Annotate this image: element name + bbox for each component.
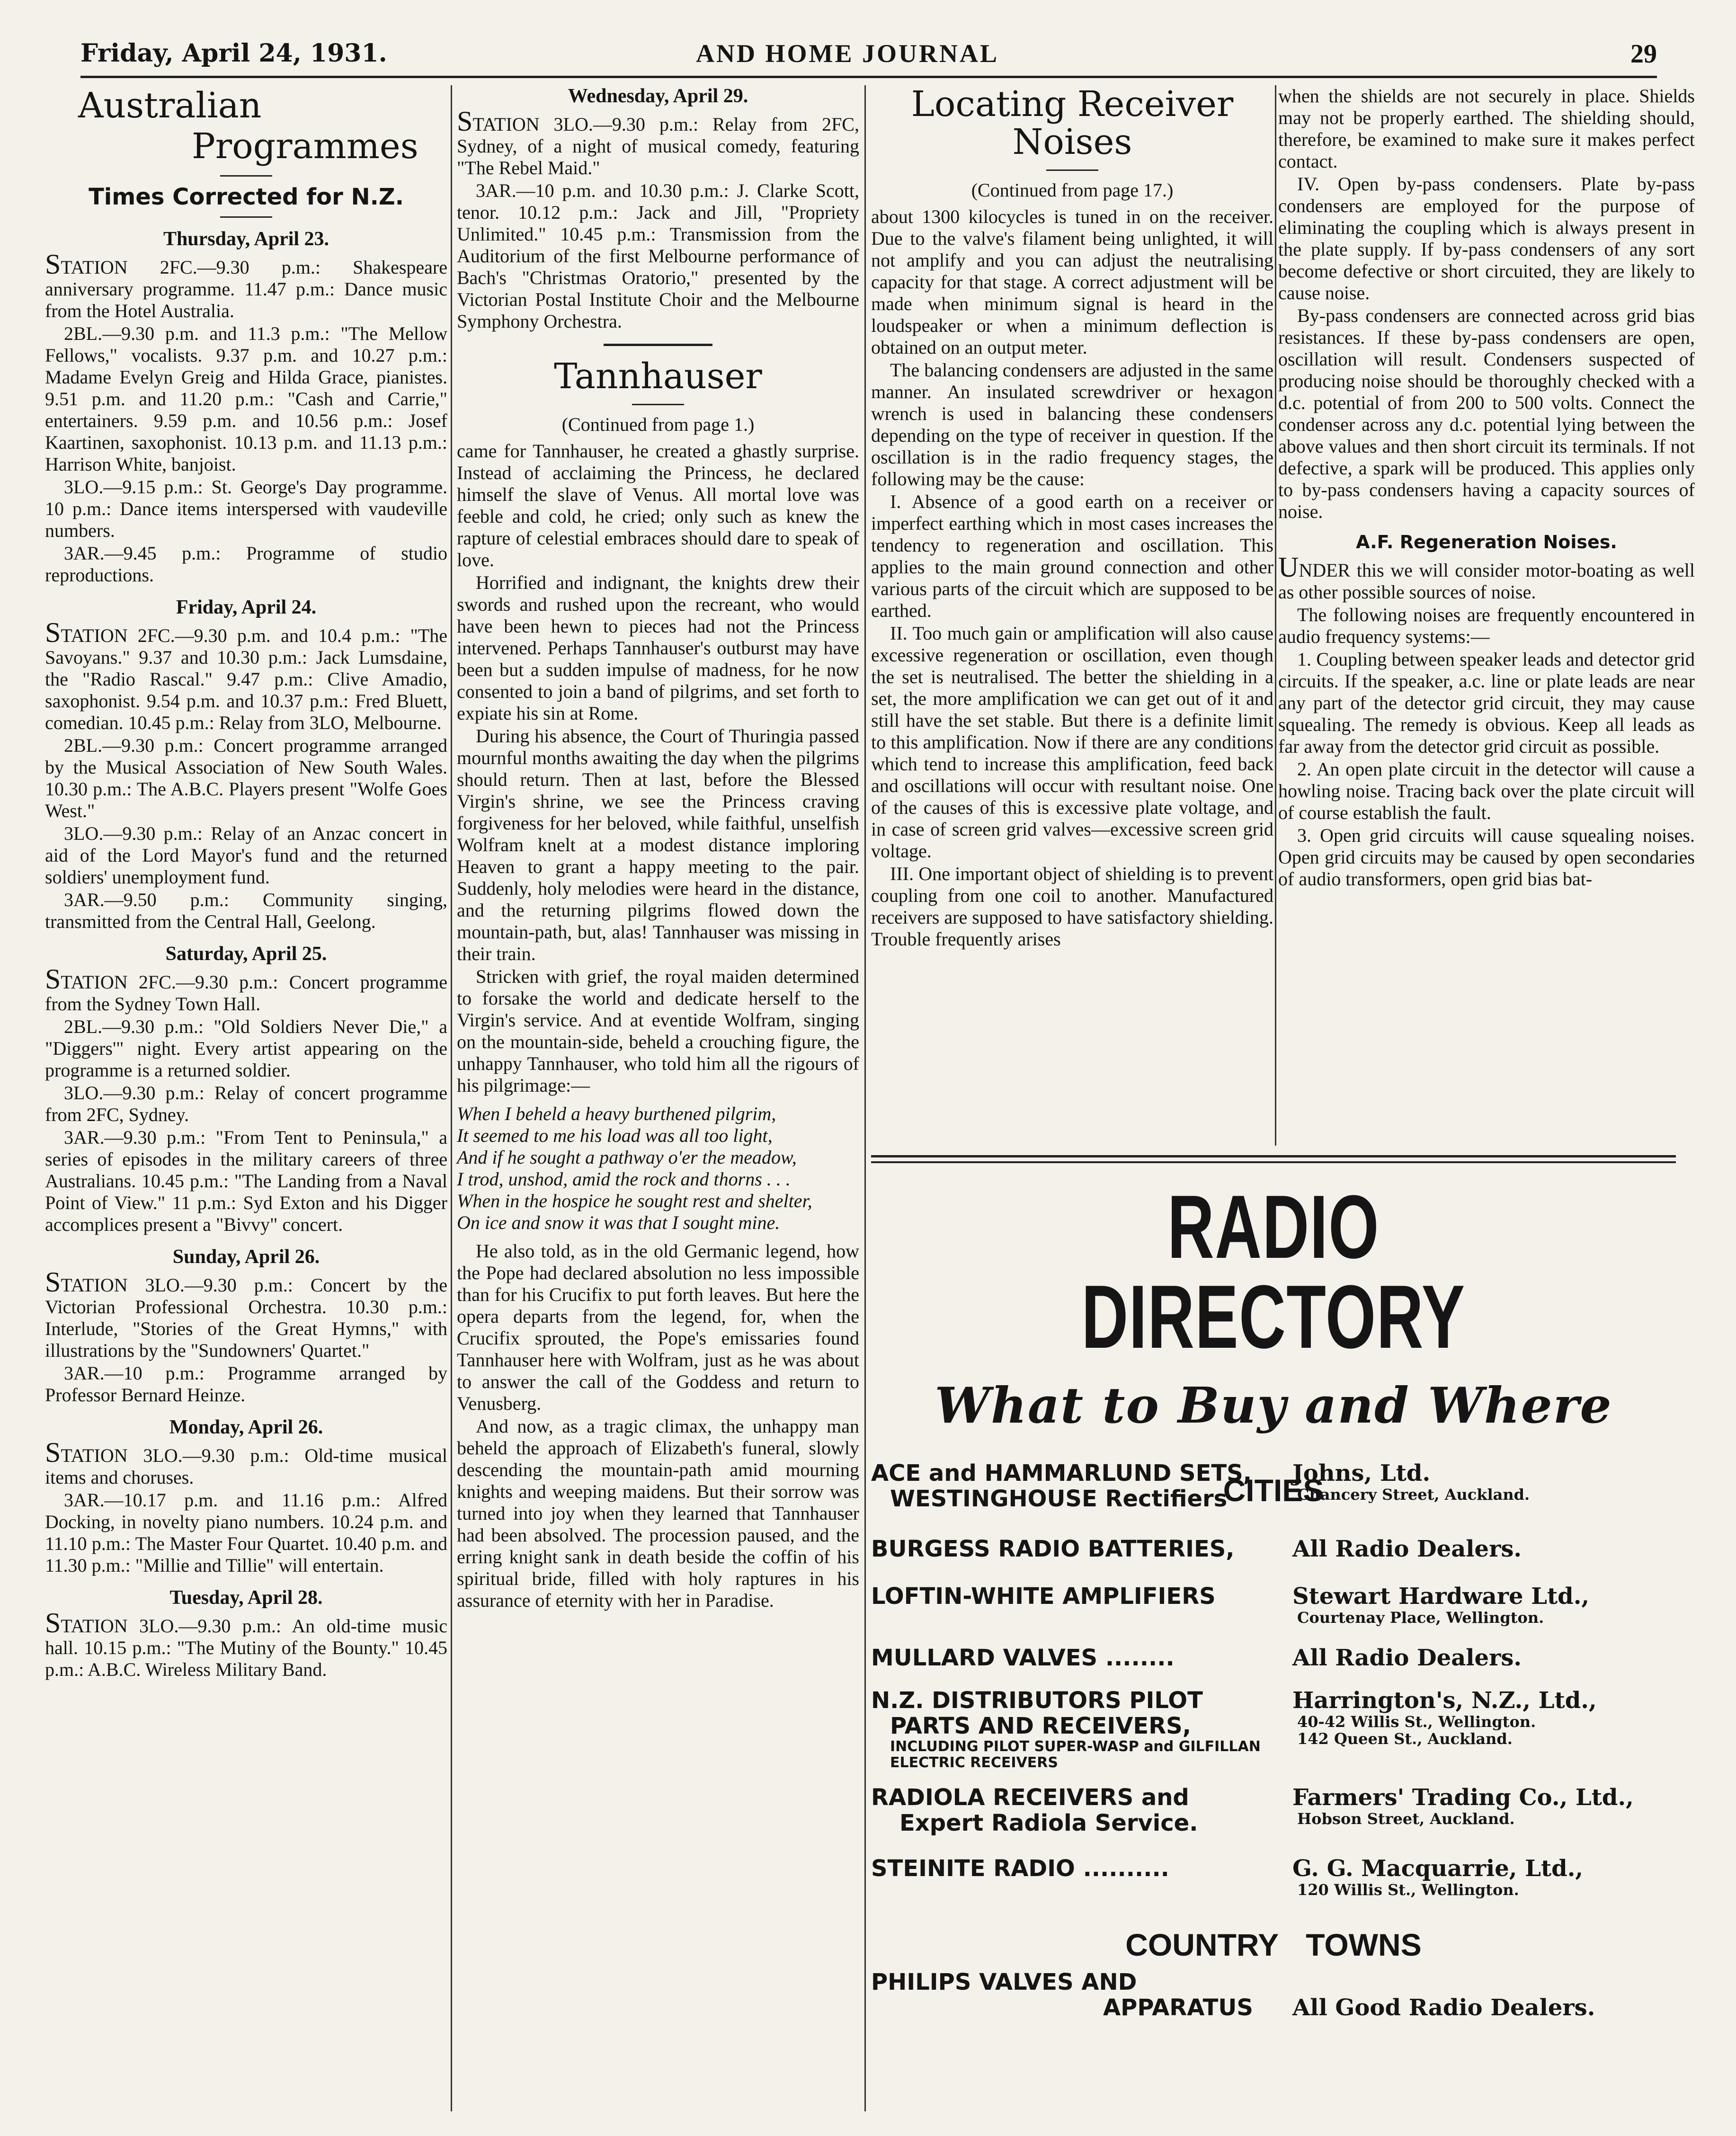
poem-line: I trod, unshod, amid the rock and thorns . . . [457, 1168, 791, 1190]
dealer-name: Stewart Hardware Ltd., [1292, 1583, 1590, 1610]
program-paragraph: STATION 3LO.—9.30 p.m.: Relay from 2FC, Sydney, of a night of musical comedy, featuring "The Rebel Maid." [457, 106, 859, 178]
section-subheading: A.F. Regeneration Noises. [1356, 532, 1617, 552]
column-rule [451, 85, 452, 2111]
product-name: STEINITE RADIO .......... [871, 1855, 1169, 1882]
day-heading-sunday: Sunday, April 26. [172, 1246, 320, 1268]
program-paragraph: 3AR.—10 p.m.: Programme arranged by Professor Bernard Heinze. [45, 1362, 447, 1406]
product-name: N.Z. DISTRIBUTORS PILOT [871, 1687, 1203, 1714]
drop-cap: S [45, 1266, 61, 1298]
program-paragraph: STATION 2FC.—9.30 p.m.: Shakespeare anniversary programme. 11.47 p.m.: Dance music from the Hotel Australia. [45, 249, 447, 321]
divider [632, 404, 684, 405]
program-paragraph: 3AR.—9.45 p.m.: Programme of studio reproductions. [45, 543, 447, 586]
poem-line: When in the hospice he sought rest and shelter, [457, 1190, 812, 1211]
article-paragraph: came for Tannhauser, he created a ghastly surprise. Instead of acclaiming the Princess, he declared himself the slave of Venus. All mortal love was feeble and cold, he cried; only such as knew the rapture of celestial embraces should dare to speak of love. [457, 440, 859, 570]
article-paragraph: I. Absence of a good earth on a receiver or imperfect earthing which in most cases increases the tendency to regeneration and oscillation. This applies to the main ground connection and other various parts of the circuit which are supposed to be earthed. [871, 491, 1273, 621]
article-paragraph: about 1300 kilocycles is tuned in on the receiver. Due to the valve's filament being unlighted, it will not amplify and you can adjust the neutralising capacity for that stage. A correct adjustment will be made when minimum signal is heard in the loudspeaker or when a minimum deflection is obtained on an output meter. [871, 206, 1273, 358]
dealer-name: All Good Radio Dealers. [1292, 1994, 1595, 2021]
program-paragraph: STATION 2FC.—9.30 p.m.: Concert programme from the Sydney Town Hall. [45, 963, 447, 1015]
program-paragraph: 2BL.—9.30 p.m. and 11.3 p.m.: "The Mellow Fellows," vocalists. 9.37 p.m. and 10.27 p.m.: Madame Evelyn Greig and Hilda Grace, pianistes. 9.51 p.m. and 11.20 p.m.: "Cash and Carrie," entertainers. 9.59 p.m. and 10.56 p.m.: Josef Kaartinen, saxophonist. 10.13 p.m. and 11.13 p.m.: Harrison White, banjoist. [45, 323, 447, 475]
drop-cap: U [1278, 552, 1299, 583]
program-paragraph: 3LO.—9.30 p.m.: Relay of concert programme from 2FC, Sydney. [45, 1082, 447, 1125]
divider [220, 175, 272, 177]
article-paragraph: UNDER this we will consider motor-boating as well as other possible sources of noise. [1278, 552, 1695, 603]
poem-line: When I beheld a heavy burthened pilgrim, [457, 1103, 776, 1124]
program-paragraph: 2BL.—9.30 p.m.: "Old Soldiers Never Die," a "Diggers'" night. Every artist appearing on the programme is a returned soldier. [45, 1016, 447, 1081]
divider [1046, 169, 1098, 171]
day-heading-monday: Monday, April 26. [169, 1416, 323, 1438]
australian-programmes-column [45, 85, 447, 1682]
program-paragraph: STATION 3LO.—9.30 p.m.: Concert by the Victorian Professional Orchestra. 10.30 p.m.: Interlude, "Stories of the Great Hymns," with illustrations by the "Sundowners' Quartet." [45, 1266, 447, 1361]
dealer-name: Harrington's, N.Z., Ltd., [1292, 1687, 1597, 1714]
dealer-address: Chancery Street, Auckland. [1297, 1486, 1530, 1504]
product-name: LOFTIN-WHITE AMPLIFIERS [871, 1583, 1216, 1610]
article-paragraph: Horrified and indignant, the knights drew their swords and rushed upon the recreant, who would have been hewn to pieces had not the Princess intervened. Perhaps Tannhauser's outburst may have been but a sudden impulse of madness, for he now consented to join a band of pilgrims, and set forth to expiate his sin at Rome. [457, 572, 859, 724]
product-name: BURGESS RADIO BATTERIES, [871, 1536, 1235, 1562]
dealer-address: 120 Willis St., Wellington. [1297, 1881, 1519, 1899]
receiver-title-line1: Locating Receiver [911, 84, 1234, 125]
day-heading-wednesday: Wednesday, April 29. [568, 85, 748, 107]
dealer-name: All Radio Dealers. [1292, 1645, 1522, 1671]
poem-line: And if he sought a pathway o'er the meadow, [457, 1147, 797, 1168]
divider [220, 216, 272, 218]
australian-title-line1: Australian [78, 85, 262, 126]
article-paragraph: He also told, as in the old Germanic legend, how the Pope had declared absolution no less impossible than for his Crucifix to put forth leaves. But here the opera departs from the legend, for, when the Crucifix sprouted, the Pope's emissaries found Tannhauser here with Wolfram, just as he was about to answer the call of the Goddess and return to Venusberg. [457, 1240, 859, 1414]
product-note: INCLUDING PILOT SUPER-WASP and GILFILLAN ELECTRIC RECEIVERS [890, 1738, 1261, 1771]
receiver-noises-continued-column [1278, 85, 1695, 891]
column-rule [1275, 85, 1276, 1146]
program-paragraph: 2BL.—9.30 p.m.: Concert programme arranged by the Musical Association of New South Wales. 10.30 p.m.: The A.B.C. Players present "Wolfe Goes West." [45, 735, 447, 821]
dealer-name: Johns, Ltd. [1292, 1460, 1431, 1486]
page-number: 29 [1630, 39, 1657, 69]
program-paragraph: 3LO.—9.30 p.m.: Relay of an Anzac concert in aid of the Lord Mayor's fund and the returned soldiers' unemployment fund. [45, 823, 447, 888]
australian-title-line2: Programmes [192, 126, 418, 167]
article-paragraph: when the shields are not securely in place. Shields may not be properly earthed. The shielding should, therefore, be examined to make sure it makes perfect contact. [1278, 85, 1695, 172]
product-name: PHILIPS VALVES AND [871, 1969, 1137, 1995]
article-paragraph: 2. An open plate circuit in the detector will cause a howling noise. Tracing back over the plate circuit will of course establish the fault. [1278, 758, 1695, 823]
directory-title: RADIO DIRECTORY [1081, 1177, 1466, 1367]
article-paragraph: 1. Coupling between speaker leads and detector grid circuits. If the speaker, a.c. line or plate leads are near any part of the detector grid circuit, they may cause squealing. The remedy is obvious. Keep all leads as far away from the detector grid circuit as possible. [1278, 649, 1695, 757]
product-name: APPARATUS [1103, 1994, 1253, 2021]
dealer-address: Courtenay Place, Wellington. [1297, 1609, 1544, 1627]
divider [604, 344, 712, 346]
day-heading-tuesday: Tuesday, April 28. [169, 1587, 323, 1609]
receiver-title-line2: Noises [1012, 122, 1132, 162]
dealer-address: Hobson Street, Auckland. [1297, 1810, 1515, 1828]
article-paragraph: The balancing condensers are adjusted in the same manner. An insulated screwdriver or hexagon wrench is used in balancing these condensers depending on the type of receiver in question. If the oscillation is in the radio frequency stages, the following may be the cause: [871, 359, 1273, 490]
divider [871, 1161, 1676, 1163]
product-name: MULLARD VALVES ........ [871, 1645, 1175, 1671]
column-rule [864, 85, 866, 2111]
program-paragraph: 3LO.—9.15 p.m.: St. George's Day programme. 10 p.m.: Dance items interspersed with vaudeville numbers. [45, 476, 447, 541]
program-paragraph: 3AR.—9.30 p.m.: "From Tent to Peninsula," a series of episodes in the military careers of three Australians. 10.45 p.m.: "The Landing from a Naval Point of View." 11 p.m.: Syd Exton and his Digger accomplices present a "Bivvy" concert. [45, 1127, 447, 1235]
article-paragraph: II. Too much gain or amplification will also cause excessive regeneration or oscillation, even though the set is neutralised. The better the shielding in a set, the more amplification we can get out of it and still have the set stable. But there is a definite limit to this amplification. Now if there are any conditions which tend to increase this amplification, feed back and oscillations will occur with resultant noise. One of the causes of this is excessive plate voltage, and in case of screen grid valves—excessive screen grid voltage. [871, 623, 1273, 862]
page-header [80, 33, 1657, 78]
day-heading-thursday: Thursday, April 23. [163, 228, 329, 250]
program-paragraph: STATION 2FC.—9.30 p.m. and 10.4 p.m.: "The Savoyans." 9.37 and 10.30 p.m.: Jack Lumsdaine, the "Radio Rascal." 9.47 p.m.: Clive Amadio, saxophonist. 9.54 p.m. and 10.37 p.m.: Fred Bluett, comedian. 10.45 p.m.: Relay from 3LO, Melbourne. [45, 617, 447, 733]
continued-note: (Continued from page 1.) [561, 414, 755, 435]
day-heading-friday: Friday, April 24. [176, 596, 317, 618]
article-paragraph: And now, as a tragic climax, the unhappy man beheld the approach of Elizabeth's funeral, slowly descending the mountain-path amid mourning knights and weeping maidens. But their sorrow was turned into joy when they learned that Tannhauser had been absolved. The procession paused, and the erring knight sank in death beside the coffin of his spiritual bride, filled with holy raptures in his assurance of eternity with her in Paradise. [457, 1415, 859, 1611]
drop-cap: S [45, 617, 61, 648]
program-paragraph: 3AR.—10.17 p.m. and 11.16 p.m.: Alfred Docking, in novelty piano numbers. 10.24 p.m. and 11.10 p.m.: The Master Four Quartet. 10.40 p.m. and 11.30 p.m.: "Millie and Tillie" will entertain. [45, 1489, 447, 1576]
tannhauser-title: Tannhauser [554, 356, 762, 397]
poem-verse [457, 1103, 859, 1234]
article-paragraph: Stricken with grief, the royal maiden determined to forsake the world and dedicate herself to the Virgin's service. And at eventide Wolfram, singing on the mountain-side, beheld a crouching figure, the unhappy Tannhauser, who told him all the rigours of his pilgrimage:— [457, 966, 859, 1096]
journal-title: AND HOME JOURNAL [696, 39, 999, 68]
australian-subtitle: Times Corrected for N.Z. [89, 184, 404, 210]
article-paragraph: During his absence, the Court of Thuringia passed mournful months awaiting the day when the pilgrims should return. Then at last, before the Blessed Virgin's shrine, we see the Princess craving forgiveness for her beloved, while faithful, unselfish Wolfram knelt at a modest distance imploring Heaven to grant a happy meeting to the pair. Suddenly, holy melodies were heard in the distance, and the returning pilgrims flowed down the mountain-path, but, alas! Tannhauser was missing in their train. [457, 725, 859, 964]
article-paragraph: 3. Open grid circuits will cause squealing noises. Open grid circuits may be caused by open secondaries of audio transformers, open grid bias bat- [1278, 825, 1695, 890]
program-paragraph: 3AR.—10 p.m. and 10.30 p.m.: J. Clarke Scott, tenor. 10.12 p.m.: Jack and Jill, "Propriety Unlimited." 10.45 p.m.: Transmission from the Auditorium of the first Melbourne performance of Bach's "Christmas Oratorio," presented by the Victorian Postal Institute Choir and the Melbourne Symphony Orchestra. [457, 180, 859, 332]
poem-line: It seemed to me his load was all too light, [457, 1125, 773, 1146]
continued-note: (Continued from page 17.) [971, 179, 1174, 201]
cities-heading: CITIES [1223, 1473, 1324, 1508]
drop-cap: S [45, 1607, 61, 1638]
product-name: ACE and HAMMARLUND SETS, [871, 1460, 1252, 1486]
receiver-noises-column [871, 85, 1273, 951]
drop-cap: S [45, 963, 61, 995]
dealer-name: All Radio Dealers. [1292, 1536, 1522, 1562]
drop-cap: S [45, 249, 61, 280]
program-paragraph: STATION 3LO.—9.30 p.m.: Old-time musical items and choruses. [45, 1437, 447, 1488]
dealer-address: 142 Queen St., Auckland. [1297, 1730, 1513, 1748]
dealer-name: G. G. Macquarrie, Ltd., [1292, 1855, 1584, 1882]
product-name: Expert Radiola Service. [899, 1810, 1198, 1836]
poem-line: On ice and snow it was that I sought mine. [457, 1212, 780, 1233]
issue-date: Friday, April 24, 1931. [80, 39, 387, 68]
product-name: RADIOLA RECEIVERS and [871, 1784, 1189, 1811]
drop-cap: S [45, 1437, 61, 1468]
program-paragraph: 3AR.—9.50 p.m.: Community singing, transmitted from the Central Hall, Geelong. [45, 889, 447, 932]
dealer-name: Farmers' Trading Co., Ltd., [1292, 1784, 1634, 1811]
product-name: WESTINGHOUSE Rectifiers [890, 1486, 1228, 1512]
directory-subtitle: What to Buy and Where [935, 1376, 1612, 1434]
article-paragraph: IV. Open by-pass condensers. Plate by-pass condensers are employed for the purpose of eliminating the coupling which is always present in the plate supply. If by-pass condensers of any sort become defective or short circuited, they are likely to cause noise. [1278, 173, 1695, 303]
dealer-address: 40-42 Willis St., Wellington. [1297, 1713, 1536, 1731]
article-paragraph: The following noises are frequently encountered in audio frequency systems:— [1278, 604, 1695, 647]
product-name: PARTS AND RECEIVERS, [890, 1713, 1191, 1739]
day-heading-saturday: Saturday, April 25. [165, 943, 327, 965]
article-paragraph: III. One important object of shielding is to prevent coupling from one coil to another. Manufactured receivers are supposed to have satisfactory shielding. Trouble frequently arises [871, 863, 1273, 950]
country-towns-heading: COUNTRY TOWNS [1125, 1927, 1422, 1962]
program-paragraph: STATION 3LO.—9.30 p.m.: An old-time music hall. 10.15 p.m.: "The Mutiny of the Bounty." 10.45 p.m.: A.B.C. Wireless Military Band. [45, 1607, 447, 1680]
article-paragraph: By-pass condensers are connected across grid bias resistances. If these by-pass condensers are open, oscillation will result. Condensers suspected of producing noise should be thoroughly checked with a d.c. potential of from 200 to 500 volts. Connect the condenser across any d.c. potential lying between the above values and then short circuit its terminals. If not defective, a spark will be produced. This applies only to by-pass condensers having a capacity sources of noise. [1278, 305, 1695, 522]
drop-cap: S [457, 106, 473, 137]
wednesday-tannhauser-column [457, 85, 859, 1612]
